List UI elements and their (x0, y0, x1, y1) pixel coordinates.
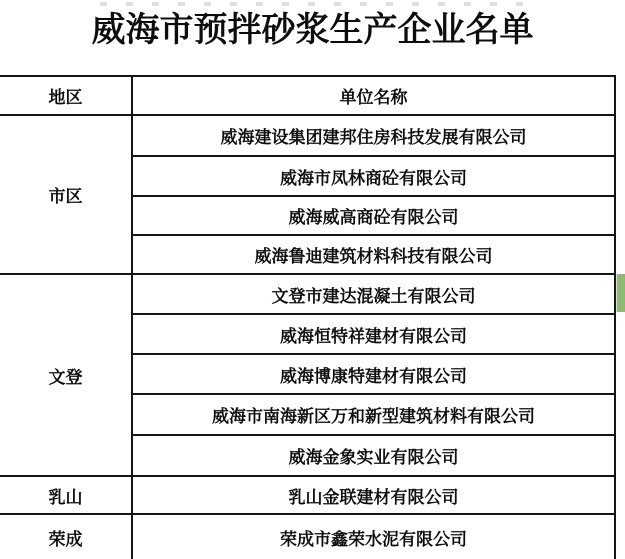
company-cell[interactable]: 威海威高商砼有限公司 (132, 196, 615, 235)
table-row (0, 274, 615, 314)
table-body (0, 115, 615, 559)
company-cell[interactable]: 乳山金联建材有限公司 (132, 476, 615, 514)
company-cell[interactable]: 威海鲁迪建筑材料科技有限公司 (132, 235, 615, 274)
selection-highlight (616, 274, 625, 312)
page-title: 威海市预拌砂浆生产企业名单 (91, 11, 534, 49)
company-cell[interactable]: 威海市南海新区万和新型建筑材料有限公司 (132, 394, 615, 435)
region-cell[interactable]: 荣成 (0, 514, 132, 559)
region-cell[interactable]: 乳山 (0, 476, 132, 514)
company-cell[interactable]: 文登市建达混凝土有限公司 (132, 274, 615, 314)
header-row (0, 76, 615, 115)
company-header-cell[interactable]: 单位名称 (132, 76, 615, 115)
company-cell[interactable]: 威海市凤林商砼有限公司 (132, 156, 615, 196)
table-header (0, 76, 615, 115)
table-row (0, 514, 615, 559)
company-cell[interactable]: 威海建设集团建邦住房科技发展有限公司 (132, 115, 615, 156)
table-row (0, 476, 615, 514)
region-cell[interactable]: 市区 (0, 115, 132, 274)
enterprise-table (0, 75, 616, 559)
region-cell[interactable]: 文登 (0, 274, 132, 476)
clipped-text-artifact (100, 2, 530, 6)
company-cell[interactable]: 威海恒特祥建材有限公司 (132, 314, 615, 354)
table-row (0, 115, 615, 156)
company-cell[interactable]: 荣成市鑫荣水泥有限公司 (132, 514, 615, 559)
region-header-cell[interactable]: 地区 (0, 76, 132, 115)
company-cell[interactable]: 威海金象实业有限公司 (132, 435, 615, 476)
company-cell[interactable]: 威海博康特建材有限公司 (132, 354, 615, 394)
